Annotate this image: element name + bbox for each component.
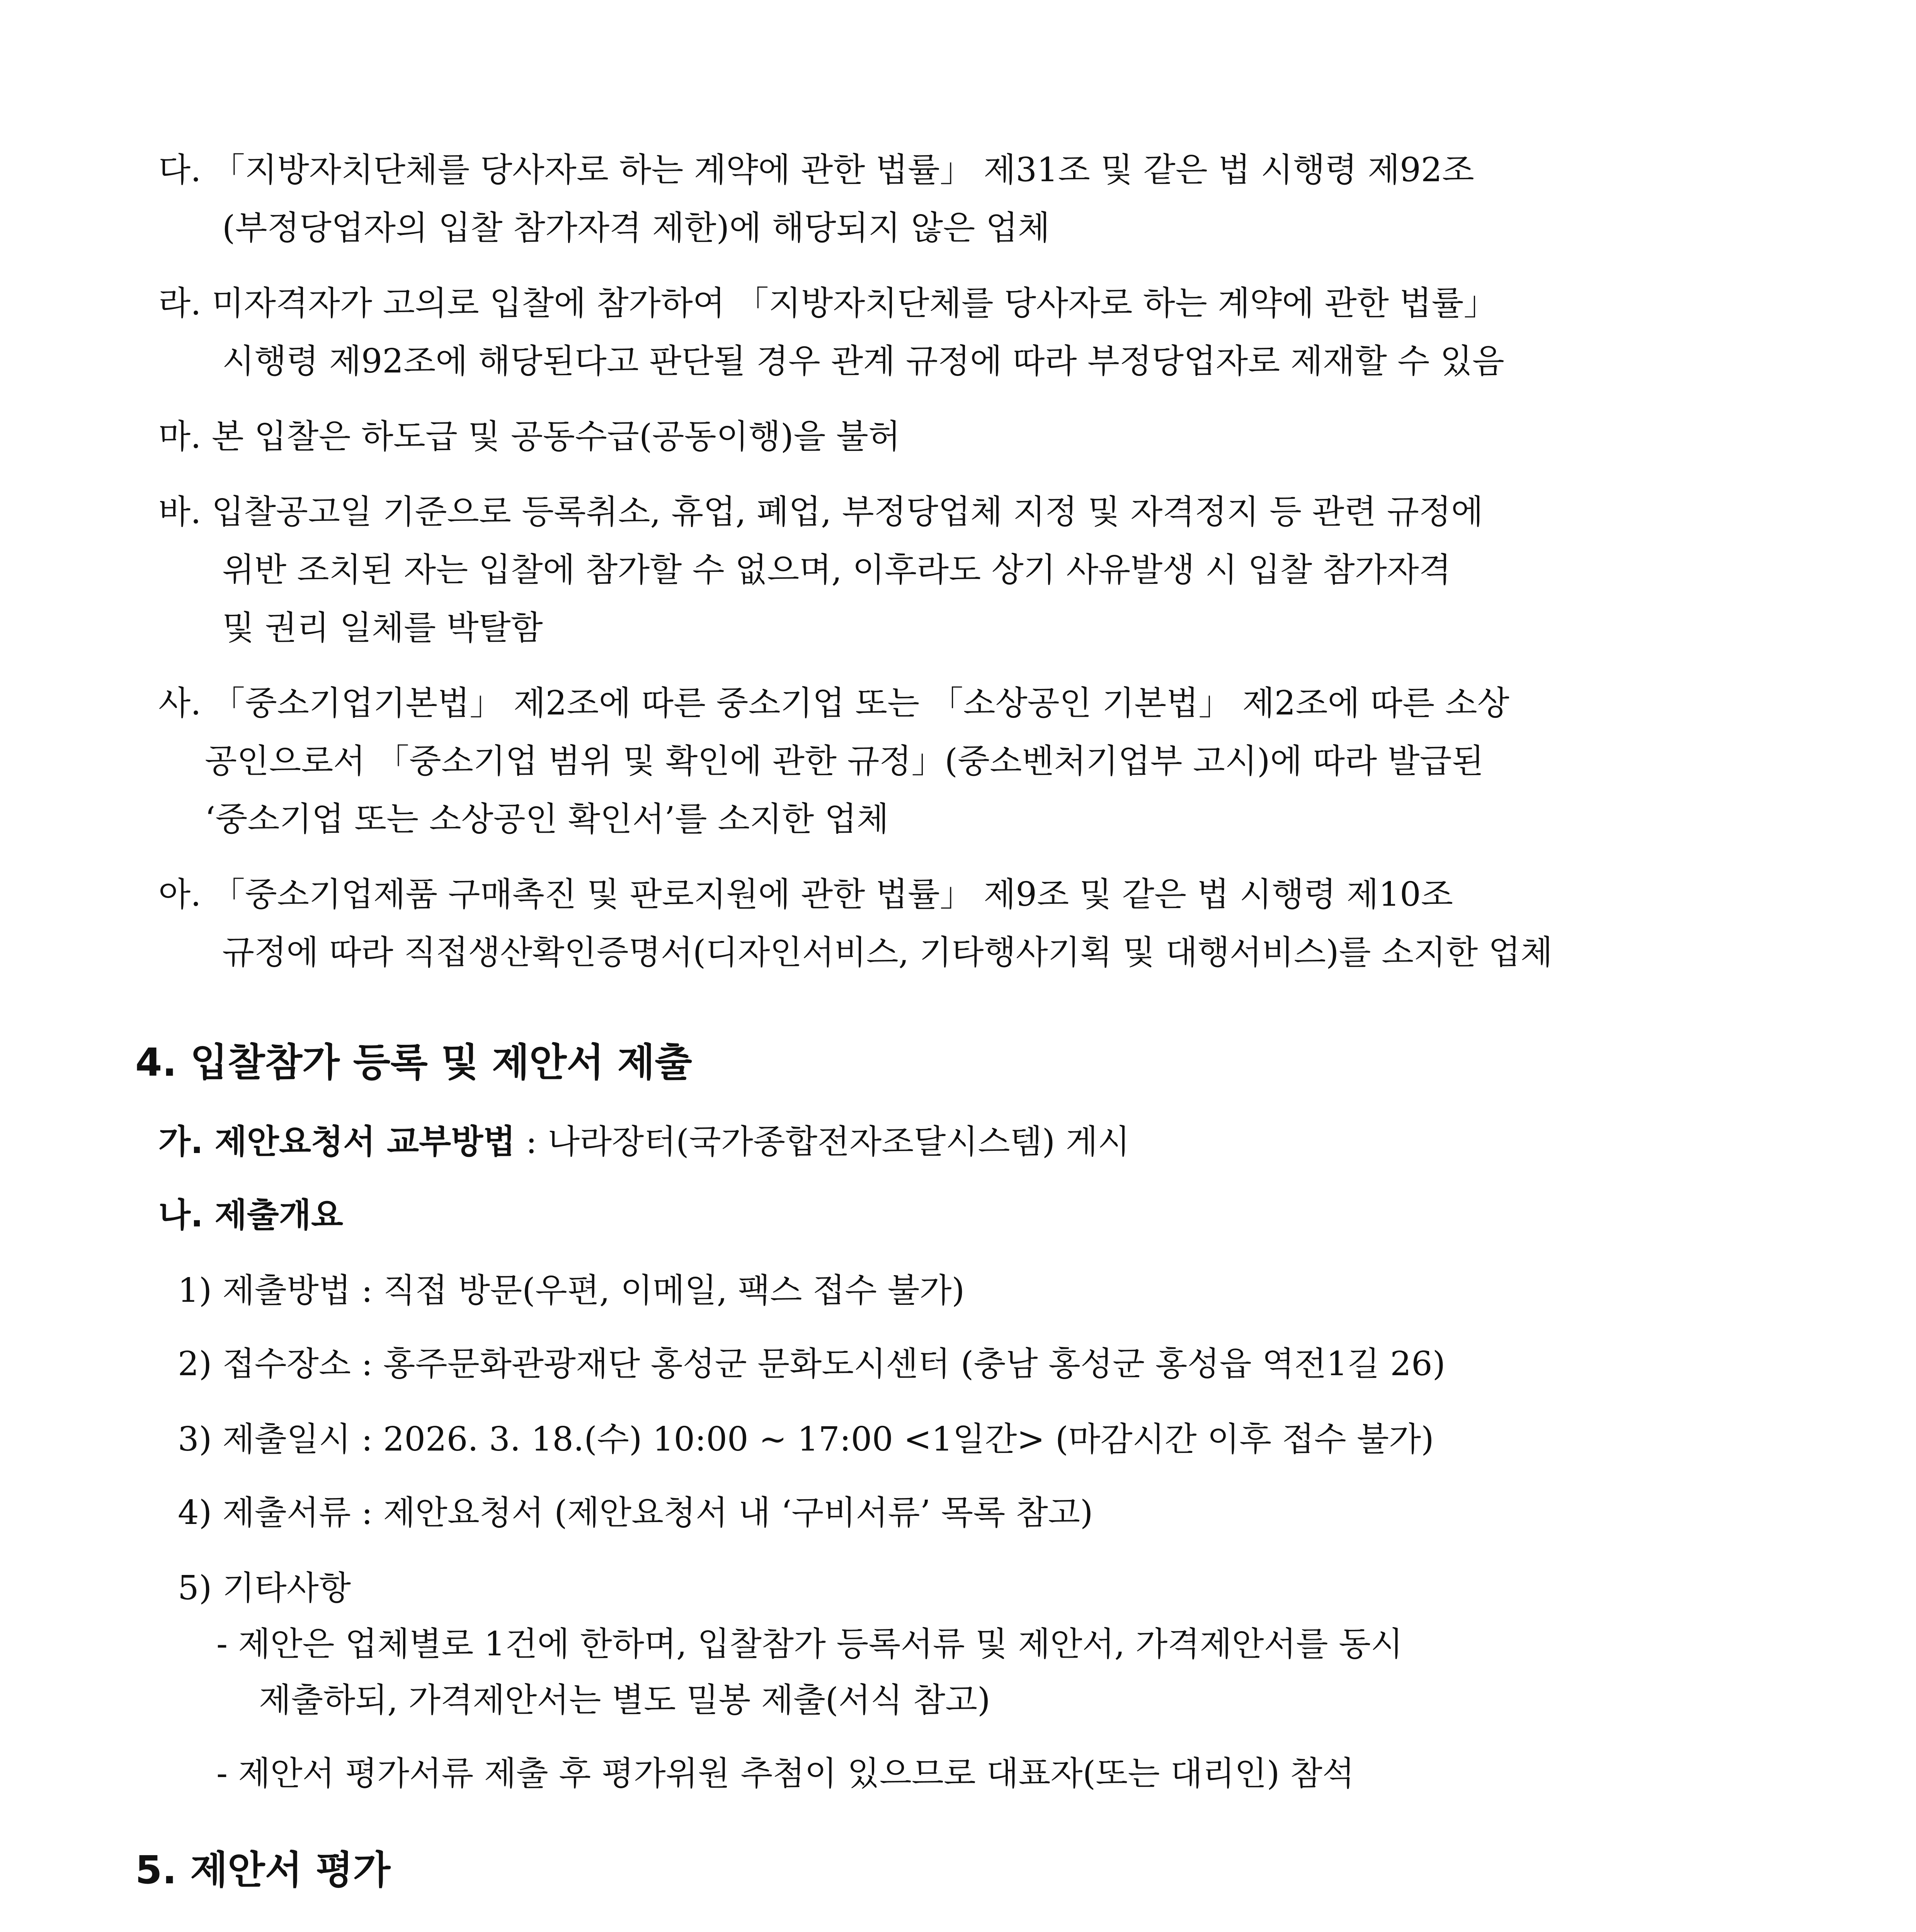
item-sa-line2: 공인으로서 「중소기업 범위 및 확인에 관한 규정」(중소벤처기업부 고시)에 따라 발급된 [205, 742, 1484, 781]
section4-ga-label: 가. 제안요청서 교부방법 [158, 1122, 516, 1161]
section5-heading: 5. 제안서 평가 [135, 1847, 391, 1893]
section4-ga-value: : 나라장터(국가종합전자조달시스템) 게시 [515, 1122, 1130, 1161]
section4-item-5: 5) 기타사항 [178, 1569, 351, 1607]
item-sa-line3: ‘중소기업 또는 소상공인 확인서’를 소지한 업체 [205, 800, 889, 838]
item-a-line2: 규정에 따라 직접생산확인증명서(디자인서비스, 기타행사기획 및 대행서비스)를 소지한 업체 [222, 933, 1553, 972]
item-ra-line1: 라. 미자격자가 고의로 입찰에 참가하여 「지방자치단체를 당사자로 하는 계약에 관한 법률」 [158, 284, 1497, 323]
section4-item-3: 3) 제출일시 : 2026. 3. 18.(수) 10:00 ~ 17:00 <1일간> (마감시간 이후 접수 불가) [178, 1420, 1434, 1459]
item-ba-line3: 및 권리 일체를 박탈함 [222, 609, 543, 647]
section4-other-2: - 제안서 평가서류 제출 후 평가위원 추첨이 있으므로 대표자(또는 대리인) 참석 [216, 1754, 1354, 1793]
section4-na-label: 나. 제출개요 [158, 1196, 343, 1235]
section4-heading: 4. 입찰참가 등록 및 제안서 제출 [135, 1040, 692, 1085]
item-sa-line1: 사. 「중소기업기본법」 제2조에 따른 중소기업 또는 「소상공인 기본법」 제2조에 따른 소상 [158, 684, 1509, 723]
item-ma-line1: 마. 본 입찰은 하도급 및 공동수급(공동이행)을 불허 [158, 417, 900, 456]
item-da-line1: 다. 「지방자치단체를 당사자로 하는 계약에 관한 법률」 제31조 및 같은 법 시행령 제92조 [158, 151, 1474, 189]
section4-other-1-cont: 제출하되, 가격제안서는 별도 밀봉 제출(서식 참고) [259, 1681, 990, 1719]
item-ra-line2: 시행령 제92조에 해당된다고 판단될 경우 관계 규정에 따라 부정당업자로 제재할 수 있음 [222, 342, 1504, 381]
section4-item-1: 1) 제출방법 : 직접 방문(우편, 이메일, 팩스 접수 불가) [178, 1271, 965, 1310]
section4-other-1: - 제안은 업체별로 1건에 한하며, 입찰참가 등록서류 및 제안서, 가격제안서를 동시 [216, 1625, 1403, 1663]
section4-item-2: 2) 접수장소 : 홍주문화관광재단 홍성군 문화도시센터 (충남 홍성군 홍성읍 역전1길 26) [178, 1345, 1446, 1383]
section4-item-4: 4) 제출서류 : 제안요청서 (제안요청서 내 ‘구비서류’ 목록 참고) [178, 1493, 1093, 1532]
item-ba-line1: 바. 입찰공고일 기준으로 등록취소, 휴업, 폐업, 부정당업체 지정 및 자격정지 등 관련 규정에 [158, 493, 1484, 531]
item-a-line1: 아. 「중소기업제품 구매촉진 및 판로지원에 관한 법률」 제9조 및 같은 법 시행령 제10조 [158, 875, 1453, 914]
item-ba-line2: 위반 조치된 자는 입찰에 참가할 수 없으며, 이후라도 상기 사유발생 시 입찰 참가자격 [222, 551, 1451, 589]
section4-ga [158, 1122, 1130, 1161]
item-da-line2: (부정당업자의 입찰 참가자격 제한)에 해당되지 않은 업체 [222, 209, 1050, 247]
